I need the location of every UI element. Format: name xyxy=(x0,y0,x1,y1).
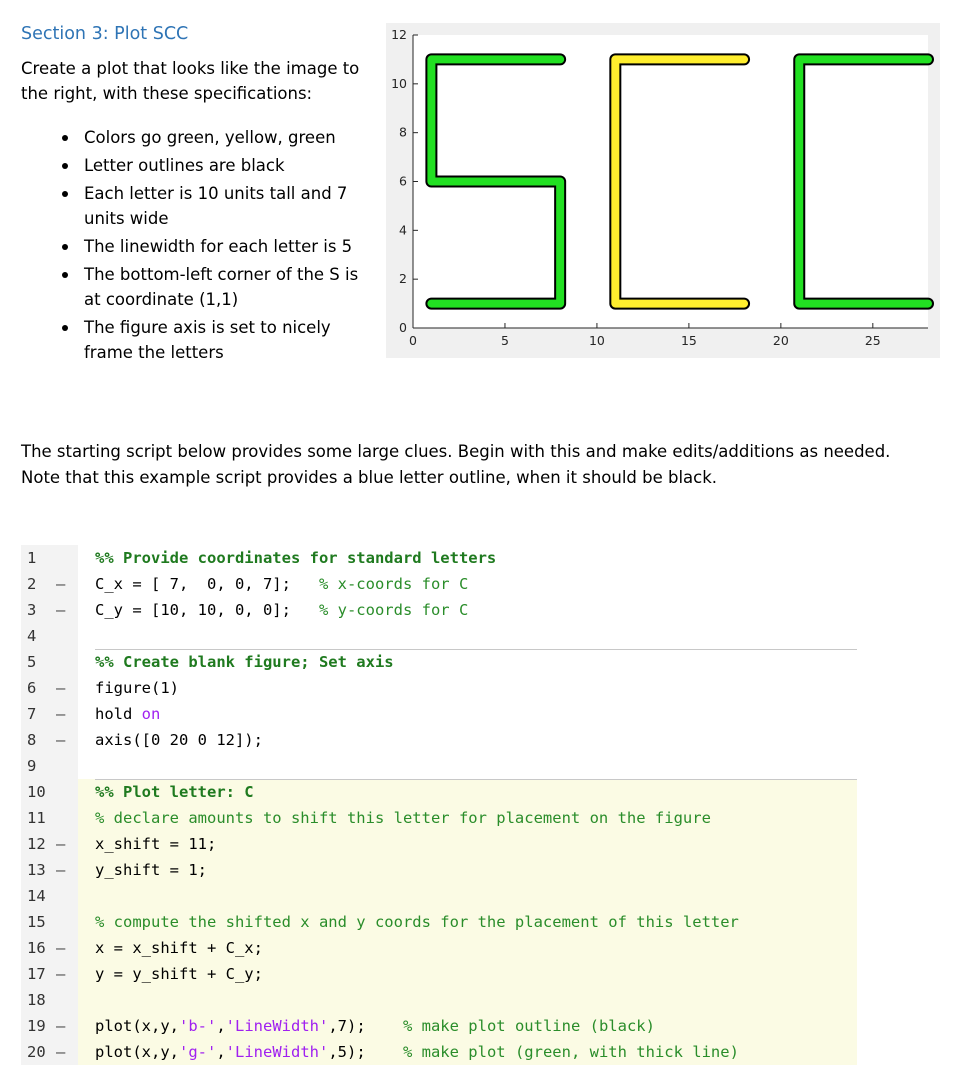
code-text xyxy=(95,549,496,567)
x-tick-label: 20 xyxy=(772,333,789,348)
cell-divider xyxy=(95,649,857,650)
line-number: 9 xyxy=(27,757,37,775)
code-token: % x-coords for C xyxy=(318,575,469,593)
code-line[interactable] xyxy=(21,1013,857,1039)
code-text xyxy=(95,965,263,983)
code-token: figure(1) xyxy=(95,679,179,697)
code-token: ,7); xyxy=(328,1017,403,1035)
line-number: 20 xyxy=(27,1043,46,1061)
line-number: 5 xyxy=(27,653,37,671)
line-gutter xyxy=(21,571,78,597)
x-tick-label: 5 xyxy=(500,333,509,348)
y-tick-label: 10 xyxy=(391,75,407,91)
code-text xyxy=(95,601,468,619)
code-token: % declare amounts to shift this letter for placement on the figure xyxy=(95,809,711,827)
breakpoint-marker[interactable]: – xyxy=(56,835,66,853)
y-tick-label: 2 xyxy=(399,271,407,287)
code-line[interactable] xyxy=(21,779,857,805)
code-token: , xyxy=(216,1017,226,1035)
intro-paragraph: Create a plot that looks like the image to the right, with these specifications: xyxy=(21,59,360,103)
line-number: 17 xyxy=(27,965,46,983)
code-line[interactable] xyxy=(21,753,857,779)
line-gutter xyxy=(21,675,78,701)
code-line[interactable] xyxy=(21,805,857,831)
code-token: % y-coords for C xyxy=(318,601,469,619)
code-token: ,5); xyxy=(328,1043,403,1061)
line-gutter xyxy=(21,597,78,623)
line-gutter xyxy=(21,649,78,675)
line-gutter xyxy=(21,805,78,831)
code-line[interactable] xyxy=(21,1039,857,1065)
breakpoint-marker[interactable]: – xyxy=(56,939,66,957)
code-line[interactable] xyxy=(21,649,857,675)
line-number: 3 xyxy=(27,601,37,619)
code-token: 'LineWidth' xyxy=(225,1043,329,1061)
line-gutter xyxy=(21,1039,78,1065)
code-line[interactable] xyxy=(21,909,857,935)
line-gutter xyxy=(21,753,78,779)
instructions-paragraph: The starting script below provides some large clues. Begin with this and make edits/additions as needed. Note that this example script provides a blue letter outline, when it should be black. xyxy=(21,442,891,487)
x-tick-label: 25 xyxy=(864,333,881,348)
code-text xyxy=(95,575,468,593)
y-tick-label: 12 xyxy=(391,27,407,42)
code-text xyxy=(95,1017,655,1035)
line-number: 12 xyxy=(27,835,46,853)
x-tick-label: 15 xyxy=(680,333,697,348)
code-text xyxy=(95,705,160,723)
scc-plot-figure xyxy=(386,23,940,358)
breakpoint-marker[interactable]: – xyxy=(56,861,66,879)
line-number: 10 xyxy=(27,783,46,801)
code-line[interactable] xyxy=(21,623,857,649)
code-text xyxy=(95,653,394,671)
breakpoint-marker[interactable]: – xyxy=(56,705,66,723)
spec-item: The figure axis is set to nicely frame the letters xyxy=(62,315,362,365)
code-token: %% Plot letter: C xyxy=(95,783,254,801)
x-tick-label: 10 xyxy=(588,333,605,348)
line-number: 18 xyxy=(27,991,46,1009)
code-line[interactable] xyxy=(21,571,857,597)
code-token: %% Create blank figure; Set axis xyxy=(95,653,394,671)
x-tick-label: 0 xyxy=(409,333,417,348)
line-number: 16 xyxy=(27,939,46,957)
code-token: 'g-' xyxy=(179,1043,217,1061)
code-token: y = y_shift + C_y; xyxy=(95,965,263,983)
breakpoint-marker[interactable]: – xyxy=(56,679,66,697)
code-line[interactable] xyxy=(21,701,857,727)
code-text xyxy=(95,783,254,801)
code-text xyxy=(95,1043,739,1061)
line-number: 14 xyxy=(27,887,46,905)
line-gutter xyxy=(21,545,78,571)
line-number: 19 xyxy=(27,1017,46,1035)
line-gutter xyxy=(21,727,78,753)
code-token: C_y = [10, 10, 0, 0]; xyxy=(95,601,319,619)
code-text xyxy=(95,835,216,853)
spec-item: The linewidth for each letter is 5 xyxy=(62,234,362,259)
code-text xyxy=(95,731,263,749)
code-text xyxy=(95,809,711,827)
spec-item: Letter outlines are black xyxy=(62,153,362,178)
code-token: 'b-' xyxy=(179,1017,217,1035)
line-gutter xyxy=(21,935,78,961)
y-tick-label: 0 xyxy=(399,320,407,335)
line-number: 13 xyxy=(27,861,46,879)
code-token: % make plot (green, with thick line) xyxy=(402,1043,739,1061)
code-token: C_x = [ 7, 0, 0, 7]; xyxy=(95,575,319,593)
code-text xyxy=(95,861,207,879)
spec-item: Colors go green, yellow, green xyxy=(62,125,362,150)
code-line[interactable] xyxy=(21,961,857,987)
y-tick-label: 4 xyxy=(399,222,407,238)
code-line[interactable] xyxy=(21,727,857,753)
code-text xyxy=(95,679,179,697)
line-gutter xyxy=(21,909,78,935)
code-token: y_shift = 1; xyxy=(95,861,207,879)
code-text xyxy=(95,939,263,957)
code-line[interactable] xyxy=(21,597,857,623)
line-number: 7 xyxy=(27,705,37,723)
code-token: , xyxy=(216,1043,226,1061)
spec-list xyxy=(62,125,362,368)
code-token: plot(x,y, xyxy=(95,1017,179,1035)
line-gutter xyxy=(21,779,78,805)
code-line[interactable] xyxy=(21,883,857,909)
breakpoint-marker[interactable]: – xyxy=(56,731,66,749)
code-token: x = x_shift + C_x; xyxy=(95,939,263,957)
code-line[interactable] xyxy=(21,675,857,701)
breakpoint-marker[interactable]: – xyxy=(56,575,66,593)
line-number: 6 xyxy=(27,679,37,697)
matlab-editor xyxy=(21,545,857,1061)
code-token: plot(x,y, xyxy=(95,1043,179,1061)
line-gutter xyxy=(21,961,78,987)
scc-plot-svg xyxy=(386,23,940,358)
code-token: x_shift = 11; xyxy=(95,835,217,853)
line-number: 15 xyxy=(27,913,46,931)
breakpoint-marker[interactable]: – xyxy=(56,1017,66,1035)
code-line[interactable] xyxy=(21,545,857,571)
line-gutter xyxy=(21,831,78,857)
code-line[interactable] xyxy=(21,857,857,883)
code-token: %% Provide coordinates for standard letters xyxy=(95,549,497,567)
breakpoint-marker[interactable]: – xyxy=(56,601,66,619)
breakpoint-marker[interactable]: – xyxy=(56,965,66,983)
y-tick-label: 6 xyxy=(399,173,407,189)
line-gutter xyxy=(21,987,78,1013)
line-number: 4 xyxy=(27,627,37,645)
cell-divider xyxy=(95,779,857,780)
line-number: 8 xyxy=(27,731,37,749)
spec-item: Each letter is 10 units tall and 7 units wide xyxy=(62,181,362,231)
code-token: axis([0 20 0 12]); xyxy=(95,731,263,749)
line-number: 11 xyxy=(27,809,46,827)
code-token: on xyxy=(141,705,161,723)
spec-item: The bottom-left corner of the S is at coordinate (1,1) xyxy=(62,262,362,312)
code-line[interactable] xyxy=(21,987,857,1013)
line-gutter xyxy=(21,1013,78,1039)
line-gutter xyxy=(21,857,78,883)
code-line[interactable] xyxy=(21,831,857,857)
breakpoint-marker[interactable]: – xyxy=(56,1043,66,1061)
line-number: 1 xyxy=(27,549,37,567)
line-gutter xyxy=(21,701,78,727)
y-tick-label: 8 xyxy=(399,124,407,140)
code-text xyxy=(95,913,739,931)
line-gutter xyxy=(21,883,78,909)
code-token: hold xyxy=(95,705,142,723)
line-gutter xyxy=(21,623,78,649)
code-token: % compute the shifted x and y coords for the placement of this letter xyxy=(95,913,739,931)
code-token: % make plot outline (black) xyxy=(402,1017,655,1035)
line-number: 2 xyxy=(27,575,37,593)
section-title: Section 3: Plot SCC xyxy=(21,24,189,44)
code-token: 'LineWidth' xyxy=(225,1017,329,1035)
code-line[interactable] xyxy=(21,935,857,961)
